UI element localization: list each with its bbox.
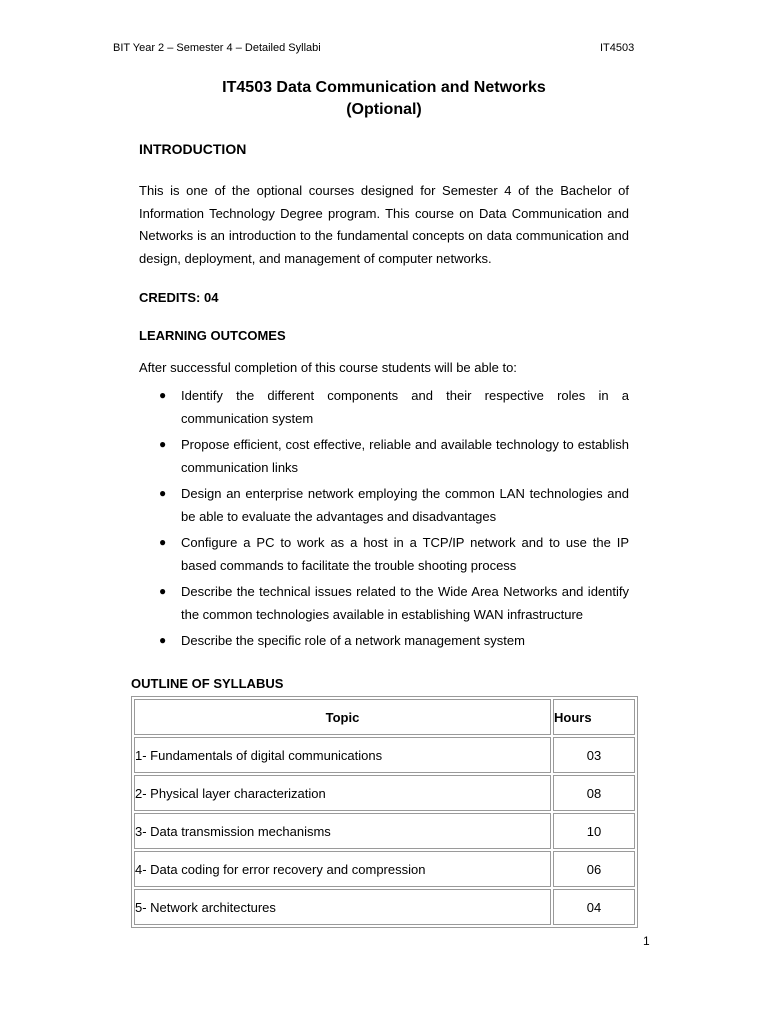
column-header-topic: Topic (134, 699, 551, 735)
outcome-text: Describe the technical issues related to the Wide Area Networks and identify the common technologies available in establishing WAN infrastructure (181, 584, 629, 622)
topic-cell: 3- Data transmission mechanisms (134, 813, 551, 849)
running-header-title: BIT Year 2 – Semester 4 – Detailed Syllabi (113, 42, 321, 54)
course-title-optional: (Optional) (346, 101, 422, 118)
bullet-icon: ● (159, 633, 167, 647)
outcome-text: Describe the specific role of a network management system (181, 633, 525, 648)
table-row (134, 813, 635, 849)
course-title: IT4503 Data Communication and Networks (222, 79, 546, 96)
introduction-heading: INTRODUCTION (139, 141, 247, 157)
outcome-text: Identify the different components and their respective roles in a communication system (181, 388, 629, 426)
table-row (134, 851, 635, 887)
hours-cell: 08 (553, 775, 635, 811)
bullet-icon: ● (159, 584, 167, 598)
outcome-text: Design an enterprise network employing the common LAN technologies and be able to evaluate the advantages and disadvantages (181, 486, 629, 524)
bullet-icon: ● (159, 486, 167, 500)
syllabus-table (131, 696, 638, 928)
topic-cell: 5- Network architectures (134, 889, 551, 925)
table-row (134, 775, 635, 811)
bullet-icon: ● (159, 437, 167, 451)
outcome-text: Propose efficient, cost effective, reliable and available technology to establish communication links (181, 437, 629, 475)
list-item (139, 482, 629, 528)
hours-cell: 03 (553, 737, 635, 773)
list-item (139, 580, 629, 626)
table-row (134, 737, 635, 773)
table-row (134, 889, 635, 925)
page-number: 1 (643, 934, 650, 948)
list-item (139, 433, 629, 479)
bullet-icon: ● (159, 388, 167, 402)
credits-line: CREDITS: 04 (139, 290, 219, 305)
outcome-text: Configure a PC to work as a host in a TCP/IP network and to use the IP based commands to facilitate the trouble shooting process (181, 535, 629, 573)
list-item (139, 384, 629, 430)
hours-cell: 10 (553, 813, 635, 849)
hours-cell: 04 (553, 889, 635, 925)
bullet-icon: ● (159, 535, 167, 549)
list-item (139, 629, 629, 652)
introduction-paragraph: This is one of the optional courses designed for Semester 4 of the Bachelor of Information Technology Degree program. This course on Data Communication and Networks is an introduction to the fundamental concepts on data communication and design, deployment, and management of computer networks. (139, 183, 629, 267)
learning-outcomes-intro: After successful completion of this course students will be able to: (139, 360, 517, 375)
learning-outcomes-heading: LEARNING OUTCOMES (139, 328, 286, 343)
learning-outcomes-list (139, 384, 629, 655)
outline-heading: OUTLINE OF SYLLABUS (131, 676, 284, 691)
topic-cell: 4- Data coding for error recovery and compression (134, 851, 551, 887)
list-item (139, 531, 629, 577)
table-header-row (134, 699, 635, 735)
column-header-hours: Hours (553, 699, 635, 735)
topic-cell: 1- Fundamentals of digital communications (134, 737, 551, 773)
hours-cell: 06 (553, 851, 635, 887)
running-header-code: IT4503 (600, 42, 635, 54)
topic-cell: 2- Physical layer characterization (134, 775, 551, 811)
